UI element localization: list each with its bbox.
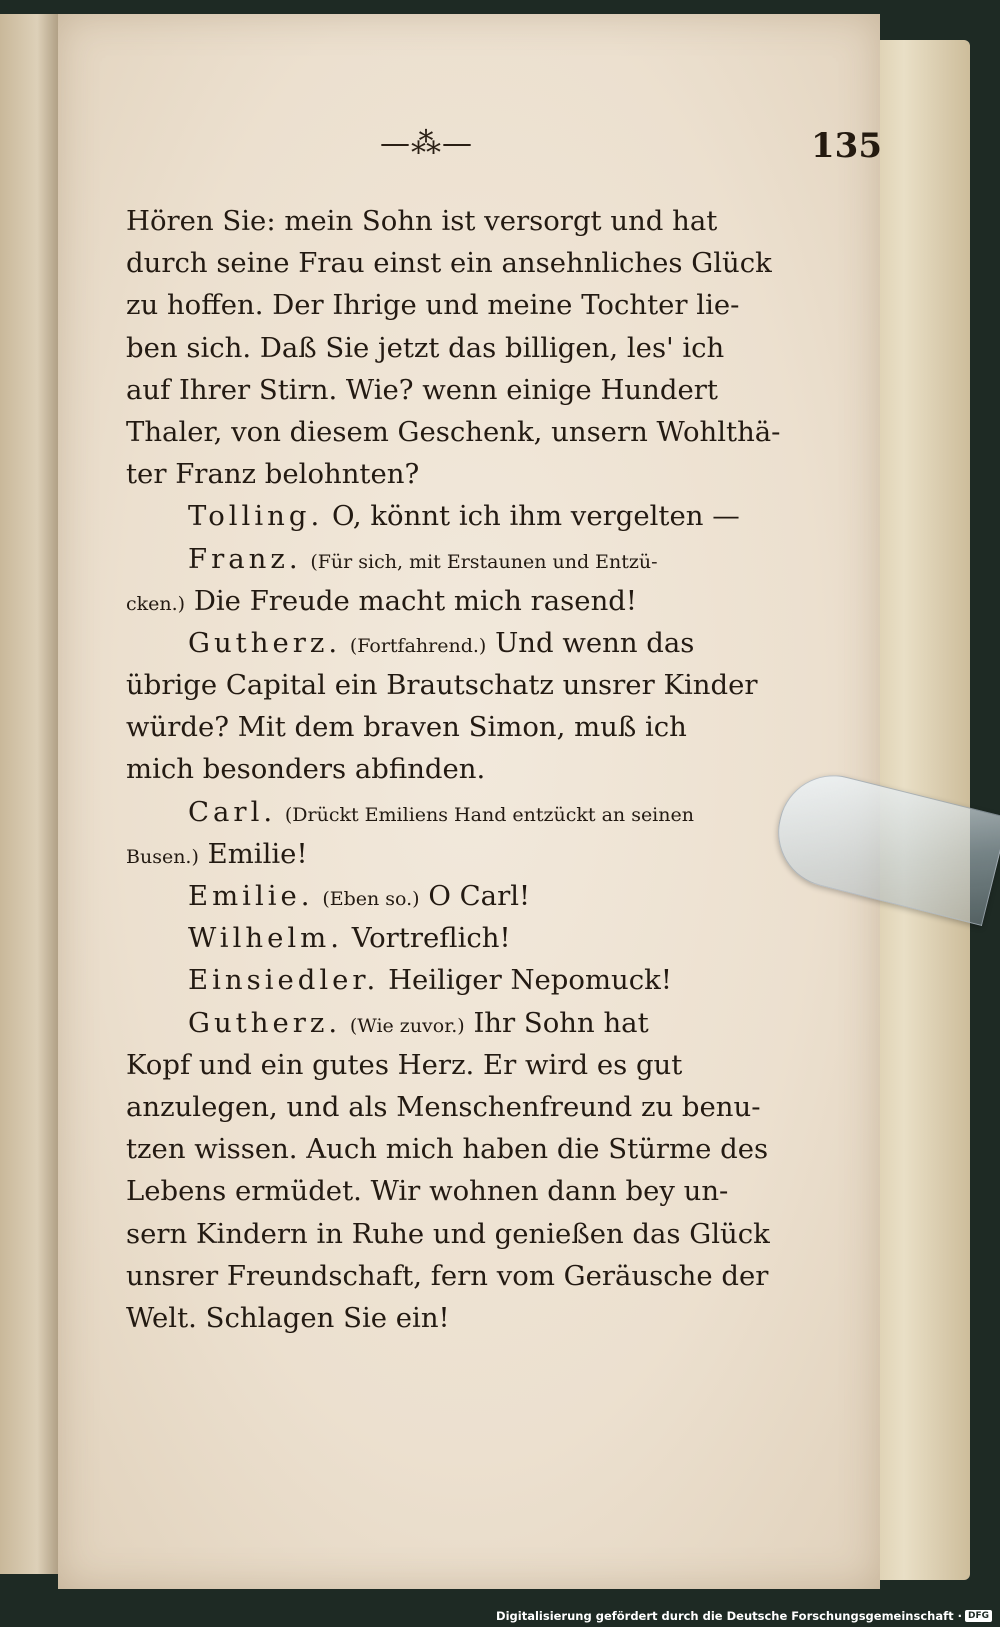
text-line: ben sich. Daß Sie jetzt das billigen, les' ich [126,331,725,364]
speech-text: Die Freude macht mich rasend! [193,584,637,617]
stage-direction: Busen.) [126,845,199,868]
stage-direction: (Fortfahrend.) [349,634,487,657]
speech-text: Vortreflich! [351,922,511,955]
speaker-name: Tolling. [188,500,324,533]
text-line: würde? Mit dem braven Simon, muß ich [126,711,687,744]
speech-einsiedler [126,959,766,1001]
speech-franz-cont [126,580,766,622]
text-line: zu hoffen. Der Ihrige und meine Tochter lie- [126,289,740,322]
text-line: Lebens ermüdet. Wir wohnen dann bey un- [126,1175,729,1208]
speaker-name: Wilhelm. [188,922,343,955]
speech-carl-cont [126,833,766,875]
speaker-name: Gutherz. [188,1006,342,1039]
speech-gutherz-2 [126,1002,766,1044]
text-line: anzulegen, und als Menschenfreund zu benu- [126,1090,761,1123]
text-line: auf Ihrer Stirn. Wie? wenn einige Hundert [126,373,718,406]
text-line: mich besonders abfinden. [126,753,486,786]
text-line: Welt. Schlagen Sie ein! [126,1301,450,1334]
header-ornament: —⁂— [380,126,473,161]
speech-carl [126,791,766,833]
stage-direction: cken.) [126,592,186,615]
speech-franz [126,538,766,580]
left-page-edge [0,14,64,1574]
stage-direction: (Wie zuvor.) [349,1014,465,1037]
speech-text: Ihr Sohn hat [473,1006,649,1039]
speaker-name: Gutherz. [188,626,342,659]
text-line: unsrer Freundschaft, fern vom Geräusche der [126,1259,769,1292]
text-line: Hören Sie: mein Sohn ist versorgt und hat [126,205,718,237]
speech-text: O, könnt ich ihm vergelten — [331,500,740,533]
speech-emilie [126,875,766,917]
text-line: durch seine Frau einst ein ansehnliches Glück [126,247,772,280]
speech-text: O Carl! [428,880,531,912]
text-line: ter Franz belohnten? [126,458,420,491]
text-line: Kopf und ein gutes Herz. Er wird es gut [126,1048,683,1081]
speech-text: Und wenn das [495,626,695,659]
page-text [126,200,781,1339]
text-line: Thaler, von diesem Geschenk, unsern Wohlthä- [126,415,781,448]
stage-direction: (Für sich, mit Erstaunen und Entzü- [310,550,658,573]
text-line: tzen wissen. Auch mich haben die Stürme des [126,1133,769,1166]
speaker-name: Emilie. [188,880,314,912]
speech-text: Heiliger Nepomuck! [388,964,672,997]
speech-tolling [126,495,766,537]
text-line: übrige Capital ein Brautschatz unsrer Kinder [126,669,758,702]
page-header [110,126,910,176]
stage-direction: (Drückt Emiliens Hand entzückt an seinen [284,803,694,826]
speech-gutherz [126,622,766,664]
speech-wilhelm [126,917,766,959]
speech-text: Emilie! [207,837,308,870]
footer-text: Digitalisierung gefördert durch die Deutsche Forschungsgemeinschaft · [496,1609,962,1623]
text-line: sern Kindern in Ruhe und genießen das Glück [126,1217,770,1250]
speaker-name: Einsiedler. [188,964,380,997]
speaker-name: Carl. [188,795,277,828]
page-number: 135 [811,126,882,166]
dfg-logo-icon: DFG [965,1610,992,1622]
stage-direction: (Eben so.) [322,888,420,910]
digitization-footer [496,1609,992,1623]
speaker-name: Franz. [188,542,302,575]
